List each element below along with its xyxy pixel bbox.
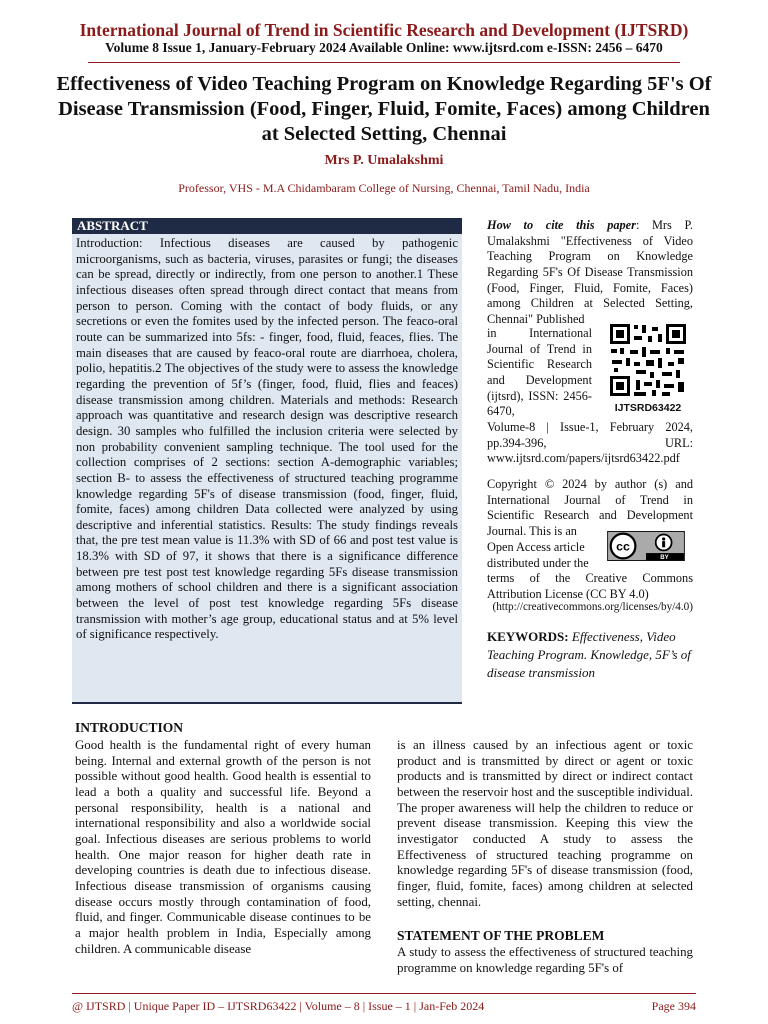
- citation-label: How to cite this paper: [487, 218, 636, 232]
- citation-text-top: : Mrs P. Umalakshmi "Effectiveness of Video Teaching Program on Knowledge Regarding 5F's Of Disease Transmission (Food, Finger, Fluid, Fomite, Faces) among Children at Selected Setting, Chennai" Published: [487, 218, 693, 326]
- author-name: Mrs P. Umalakshmi: [324, 153, 444, 168]
- citation-text-bottom: Volume-8 | Issue-1, February 2024, pp.394-396, URL: www.ijtsrd.com/papers/ijtsrd63422.pdf: [487, 420, 693, 466]
- page-footer: [72, 999, 696, 1014]
- citation-block: [487, 218, 693, 328]
- problem-text: A study to assess the effectiveness of structured teaching programme on knowledge regarding 5F's of: [397, 945, 693, 975]
- introduction-right-text: is an illness caused by an infectious agent or toxic product and is transmitted by direct or agent or toxic products and is transmitted by direct or indirect contact between the reservoir host and the susceptible individual. The proper awareness will help the children to reduce or prevent disease transmission. Keeping this view the investigator conducted A study to assess the Effectiveness of structured teaching programme on knowledge regarding 5F's of disease transmission (food, finger, fluid, fomite, faces) among children at selected setting, chennai.: [397, 738, 693, 909]
- journal-name: International Journal of Trend in Scientific Research and Development (IJTSRD): [79, 20, 689, 40]
- abstract-heading: ABSTRACT: [72, 218, 462, 234]
- keywords-block: [487, 628, 693, 682]
- cc-by-badge: [606, 531, 686, 566]
- volume-line: Volume 8 Issue 1, January-February 2024 Available Online: www.ijtsrd.com e-ISSN: 2456 – 6470: [105, 40, 663, 55]
- header-divider: [88, 62, 680, 63]
- abstract-text: Introduction: Infectious diseases are caused by pathogenic microorganisms, such as bacteria, viruses, parasites or fungi; the diseases can be spread, directly or indirectly, from one person to another.1 These infectious diseases often spread through direct contact that means from person to person. Coming with the contact of body fluids, or any secretions or even the fomites used by the infected person. The feaco-oral route can be summarized into 5fs: - finger, food, fluid, feaces, flies. The main diseases that are caused by feaco-oral route are diarrhoea, cholera, polio, hepatitis.2 The objectives of the study were to assess the knowledge regarding the prevention of 5f’s (finger, food, fluid, flies and feaces) disease transmission among children. Materials and methods: Research approach was quantitative and research design was descriptive research design. 30 samples who fulfilled the inclusion criteria were selected by non probability convenient sampling technique. The tool used for the collection comprises of 2 sections: section A-demographic variables; section B- to assess the effectiveness of structured teaching programme knowledge regarding 5F's of disease transmission (food, finger, fluid, fomite, faces) among children Data collected were analyzed by using descriptive and inferential statistics. Results: The study findings reveals that, the pre test mean value is 11.3% with SD of 66 and post test value is 18.3% with SD of 97, it shows that there is a significance difference between pre test post test knowledge regarding 5Fs disease transmission among mothers of school children and there is a significant association between the level of post test knowledge regarding 5Fs disease transmission with mother’s age group, educational status and at 5% level of significance respectively.: [76, 236, 458, 642]
- paper-id-label: IJTSRD63422: [614, 402, 682, 414]
- footer-divider: [72, 993, 696, 994]
- copyright-text-bottom: terms of the Creative Commons Attribution License (CC BY 4.0): [487, 571, 693, 601]
- license-url: (http://creativecommons.org/licenses/by/4.0): [492, 601, 693, 613]
- qr-code: [608, 322, 688, 403]
- introduction-left-text: Good health is the fundamental right of every human being. Internal and external growth of the person is not possible without good health. Good health is essential to lead a both a quality and successful life. Beyond a personal responsibility, health is a national and international responsibility and also a worldwide social goal. Infectious diseases are serious problems to world health. One major reason for higher death rate in developing countries is death due to infectious disease. Infectious disease transmission of organisms causing disease occurs mostly through contamination of food, fluid, and finger. Communicable disease continues to be a major health problem in India, Especially among children. A communicable disease: [75, 738, 371, 956]
- page-number: Page 394: [651, 999, 696, 1013]
- problem-heading: STATEMENT OF THE PROBLEM: [397, 928, 605, 943]
- citation-text-side: in International Journal of Trend in Scientific Research and Development (ijtsrd), ISSN: 2456-6470,: [487, 326, 592, 419]
- abstract-box: [72, 218, 462, 704]
- keywords-label: KEYWORDS:: [487, 629, 569, 644]
- copyright-text-side: Open Access article distributed under the: [487, 540, 589, 570]
- keywords-text: Effectiveness, Video Teaching Program. Knowledge, 5F’s of disease transmission: [487, 629, 691, 680]
- footer-left: @ IJTSRD | Unique Paper ID – IJTSRD63422 | Volume – 8 | Issue – 1 | Jan-Feb 2024: [72, 999, 485, 1013]
- author-affiliation: Professor, VHS - M.A Chidambaram College of Nursing, Chennai, Tamil Nadu, India: [178, 181, 590, 195]
- copyright-text-top: Copyright © 2024 by author (s) and International Journal of Trend in Scientific Research and Development Journal. This is an: [487, 477, 693, 538]
- by-badge-text: BY: [660, 554, 669, 561]
- cc-badge-text: cc: [616, 539, 630, 554]
- paper-title: Effectiveness of Video Teaching Program on Knowledge Regarding 5F's Of Disease Transmission (Food, Finger, Fluid, Fomite, Faces) among Children at Selected Setting, Chennai: [56, 73, 712, 145]
- introduction-heading: INTRODUCTION: [75, 720, 184, 735]
